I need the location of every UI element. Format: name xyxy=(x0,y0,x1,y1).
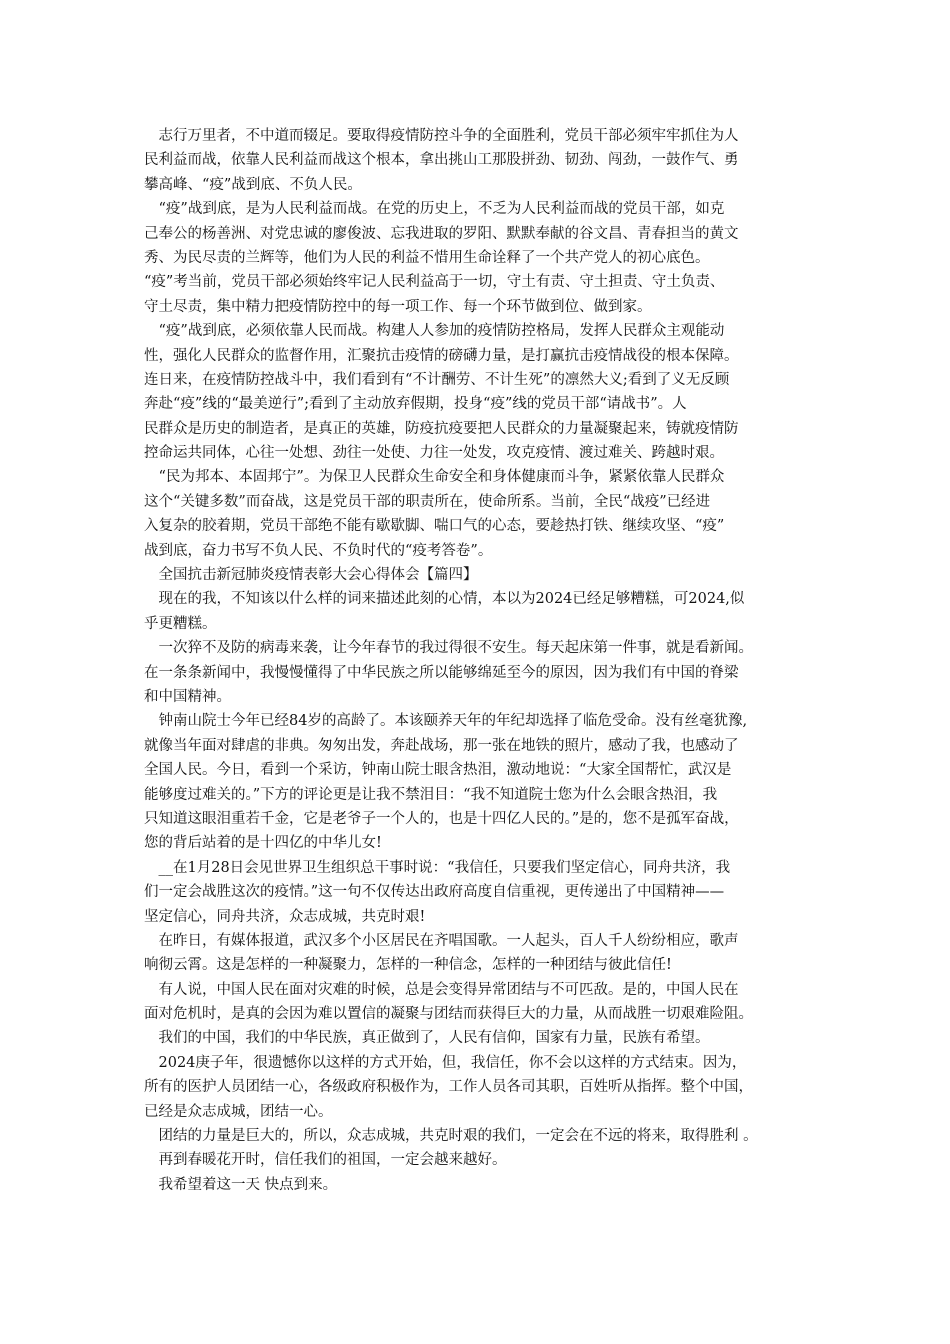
text-line: 全国抗击新冠肺炎疫情表彰大会心得体会【篇四】 xyxy=(144,567,478,584)
text-line: “疫”战到底，必须依靠人民而战。构建人人参加的疫情防控格局，发挥人民群众主观能动 xyxy=(144,323,725,340)
text-line: 我们的中国，我们的中华民族，真正做到了，人民有信仰，国家有力量，民族有希望。 xyxy=(144,1030,710,1047)
text-line: 民群众是历史的制造者，是真正的英雄，防疫抗疫要把人民群众的力量凝聚起来，铸就疫情防 xyxy=(144,420,739,437)
text-line: “疫”考当前，党员干部必须始终牢记人民利益高于一切，守土有责、守土担责、守土负责、 xyxy=(144,274,725,291)
text-line: 再到春暖花开时，信任我们的祖国，一定会越来越好。 xyxy=(144,1152,507,1169)
text-line: 战到底，奋力书写不负人民、不负时代的“疫考答卷”。 xyxy=(144,542,493,559)
text-line: 现在的我，不知该以什么样的词来描述此刻的心情，本以为2024已经足够糟糕，可2024,似 xyxy=(144,591,745,608)
text-line: 连日来，在疫情防控战斗中，我们看到有“不计酬劳、不计生死”的凛然大义;看到了义无反顾 xyxy=(144,371,730,388)
text-line: 秀、为民尽责的兰辉等，他们为人民的利益不惜用生命诠释了一个共产党人的初心底色。 xyxy=(144,249,710,266)
text-line: 所有的医护人员团结一心，各级政府积极作为，工作人员各司其职，百姓听从指挥。整个中国， xyxy=(144,1079,753,1096)
text-line: 能够度过难关的。”下方的评论更是让我不禁泪目：“我不知道院士您为什么会眼含热泪，我 xyxy=(144,786,718,803)
text-line: 性，强化人民群众的监督作用，汇聚抗击疫情的磅礴力量，是打赢抗击疫情战役的根本保障。 xyxy=(144,347,739,364)
text-line: 奔赴“疫”线的“最美逆行”;看到了主动放弃假期，投身“疫”线的党员干部“请战书”。人 xyxy=(144,396,687,413)
text-line: 全国人民。今日，看到一个采访，钟南山院士眼含热泪，激动地说：“大家全国帮忙，武汉是 xyxy=(144,762,732,779)
text-line: 只知道这眼泪重若千金，它是老爷子一个人的，也是十四亿人民的。”是的，您不是孤军奋战， xyxy=(144,810,739,827)
text-line: 攀高峰、“疫”战到底、不负人民。 xyxy=(144,176,362,193)
text-line: 钟南山院士今年已经84岁的高龄了。本该颐养天年的年纪却选择了临危受命。没有丝毫犹豫, xyxy=(144,713,748,730)
text-line: “民为邦本、本固邦宁”。为保卫人民群众生命安全和身体健康而斗争，紧紧依靠人民群众 xyxy=(144,469,725,486)
text-line: 团结的力量是巨大的，所以，众志成城，共克时艰的我们，一定会在不远的将来，取得胜利 。 xyxy=(144,1128,758,1145)
text-line: 有人说，中国人民在面对灾难的时候，总是会变得异常团结与不可匹敌。是的，中国人民在 xyxy=(144,981,739,998)
text-line: 已经是众志成城，团结一心。 xyxy=(144,1103,333,1120)
text-line: 控命运共同体，心往一处想、劲往一处使、力往一处发，攻克疫情、渡过难关、跨越时艰。 xyxy=(144,445,724,462)
text-line: 乎更糟糕。 xyxy=(144,615,217,632)
text-line: 民利益而战，依靠人民利益而战这个根本，拿出挑山工那股拼劲、韧劲、闯劲，一鼓作气、勇 xyxy=(144,152,739,169)
text-line: 一次猝不及防的病毒来袭，让今年春节的我过得很不安生。每天起床第一件事，就是看新闻。 xyxy=(144,640,753,657)
text-line: 在一条条新闻中，我慢慢懂得了中华民族之所以能够绵延至今的原因，因为我们有中国的脊梁 xyxy=(144,664,739,681)
text-line: 这个“关键多数”而奋战，这是党员干部的职责所在，使命所系。当前，全民“战疫”已经进 xyxy=(144,493,711,510)
text-line: “疫”战到底，是为人民利益而战。在党的历史上，不乏为人民利益而战的党员干部，如克 xyxy=(144,201,725,218)
text-line: 您的背后站着的是十四亿的中华儿女! xyxy=(144,835,382,852)
text-line: 们一定会战胜这次的疫情。”这一句不仅传达出政府高度自信重视，更传递出了中国精神—— xyxy=(144,884,725,901)
text-line: 在昨日，有媒体报道，武汉多个小区居民在齐唱国歌。一人起头，百人千人纷纷相应，歌声 xyxy=(144,932,739,949)
text-line: 己奉公的杨善洲、对党忠诚的廖俊波、忘我进取的罗阳、默默奉献的谷文昌、青春担当的黄文 xyxy=(144,225,739,242)
text-line: 入复杂的胶着期，党员干部绝不能有歇歇脚、喘口气的心态，要趁热打铁、继续攻坚、“疫” xyxy=(144,518,725,535)
document-body xyxy=(144,124,814,1197)
text-line: 面对危机时，是真的会因为难以置信的凝聚与团结而获得巨大的力量，从而战胜一切艰难险阻。 xyxy=(144,1006,753,1023)
text-line: 守土尽责，集中精力把疫情防控中的每一项工作、每一个环节做到位、做到家。 xyxy=(144,298,652,315)
text-line: 志行万里者，不中道而辍足。要取得疫情防控斗争的全面胜利，党员干部必须牢牢抓住为人 xyxy=(144,128,739,144)
text-line: 2024庚子年，很遗憾你以这样的方式开始，但，我信任，你不会以这样的方式结束。因为， xyxy=(144,1054,747,1071)
text-line: 坚定信心，同舟共济，众志成城，共克时艰! xyxy=(144,908,426,925)
text-line: 和中国精神。 xyxy=(144,688,231,705)
text-line: 就像当年面对肆虐的非典。匆匆出发，奔赴战场，那一张在地铁的照片，感动了我，也感动了 xyxy=(144,737,739,754)
text-line: __在1月28日会见世界卫生组织总干事时说：“我信任，只要我们坚定信心，同舟共济，我 xyxy=(144,859,731,876)
text-line: 我希望着这一天 快点到来。 xyxy=(144,1176,338,1193)
text-line: 响彻云霄。这是怎样的一种凝聚力，怎样的一种信念，怎样的一种团结与彼此信任! xyxy=(144,957,672,974)
